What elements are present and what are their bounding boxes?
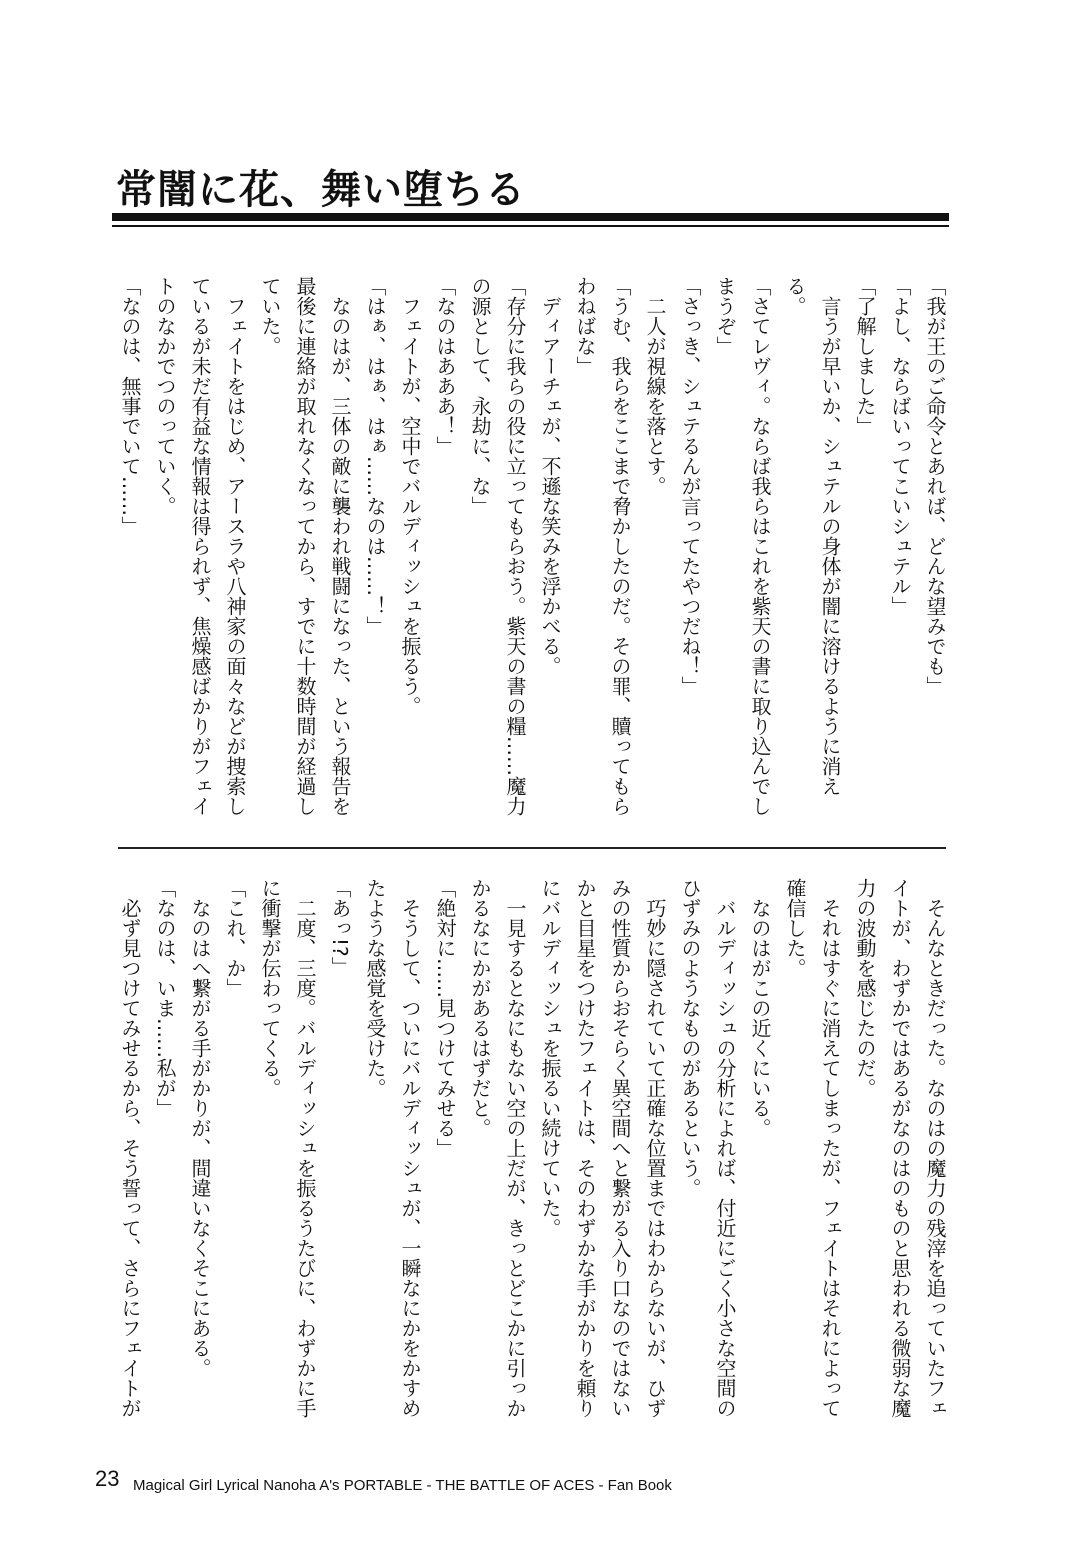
paragraph: 「よし、ならばいってこいシュテル」: [888, 276, 912, 616]
paragraph: 二人が視線を落とす。: [643, 276, 667, 496]
paragraph: そんなときだった。なのはの魔力の残滓を追っていたフェイトが、わずかではあるがなのはのものと思われる微弱な魔力の波動を感じたのだ。: [853, 878, 947, 1418]
paragraph: そうして、ついにバルディッシュが、一瞬なにかをかすめたような感覚を受けた。: [363, 878, 422, 1418]
paragraph: 「なのは、無事でいて……」: [118, 276, 142, 536]
paragraph: 「あっ!?」: [328, 878, 352, 977]
paragraph: 必ず見つけてみせるから、そう誓って、さらにフェイトが: [118, 878, 142, 1418]
chapter-title: 常闇に花、舞い堕ちる: [116, 166, 526, 213]
paragraph: 「さっき、シュテるんが言ってたやつだね！」: [678, 276, 702, 696]
paragraph: 「うむ、我らをここまで脅かしたのだ。その罪、贖ってもらわねばな」: [573, 276, 632, 816]
paragraph: 「存分に我らの役に立ってもらおう。紫天の書の糧……魔力の源として、永劫に、な」: [468, 276, 527, 816]
paragraph: 巧妙に隠されていて正確な位置まではわからないが、ひずみの性質からおそらく異空間へと繋がる入り口なのではないかと目星をつけたフェイトは、そのわずかな手がかりを頼りにバルディッシュを振るい続けていた。: [538, 878, 667, 1418]
section-divider: [118, 847, 946, 849]
paragraph: なのはがこの近くにいる。: [748, 878, 772, 1138]
title-rule-thick: [112, 213, 949, 221]
paragraph: 「絶対に……見つけてみせる」: [433, 878, 457, 1158]
paragraph: 「これ、か」: [223, 878, 247, 998]
top-text-block: [112, 276, 952, 821]
paragraph: 一見するとなにもない空の上だが、きっとどこかに引っかかるなにかがあるはずだと。: [468, 878, 527, 1418]
paragraph: なのはが、三体の敵に襲われ戦闘になった、という報告を最後に連絡が取れなくなってから、すでに十数時間が経過していた。: [258, 276, 352, 816]
paragraph: なのはへ繋がる手がかりが、間違いなくそこにある。: [188, 878, 212, 1378]
paragraph: 言うが早いか、シュテルの身体が闇に溶けるように消える。: [783, 276, 842, 796]
page-number: 23: [95, 1466, 120, 1491]
bottom-text-block: [112, 878, 952, 1423]
footer-book-title: Magical Girl Lyrical Nanoha A's PORTABLE - THE BATTLE OF ACES - Fan Book: [133, 1477, 672, 1494]
paragraph: 「我が王のご命令とあれば、どんな望みでも」: [923, 276, 947, 696]
paragraph: 「なのはあああ！」: [433, 276, 457, 456]
paragraph: バルディッシュの分析によれば、付近にごく小さな空間のひずみのようなものがあるという。: [678, 878, 737, 1418]
paragraph: 「さてレヴィ。ならば我らはこれを紫天の書に取り込んでしまうぞ」: [713, 276, 772, 816]
paragraph: フェイトが、空中でバルディッシュを振るう。: [398, 276, 422, 716]
paragraph: それはすぐに消えてしまったが、フェイトはそれによって確信した。: [783, 878, 842, 1418]
title-rule-thin: [112, 225, 949, 227]
paragraph: フェイトをはじめ、アースラや八神家の面々などが捜索しているが未だ有益な情報は得られず、焦燥感ばかりがフェイトのなかでつのっていく。: [153, 276, 247, 816]
paragraph: ディアーチェが、不遜な笑みを浮かべる。: [538, 276, 562, 676]
paragraph: 「了解しました」: [853, 276, 877, 436]
paragraph: 「はぁ、はぁ、はぁ……なのは……！」: [363, 276, 387, 636]
paragraph: 二度、三度。バルディッシュを振るうたびに、わずかに手に衝撃が伝わってくる。: [258, 878, 317, 1418]
paragraph: 「なのは、いま……私が」: [153, 878, 177, 1118]
